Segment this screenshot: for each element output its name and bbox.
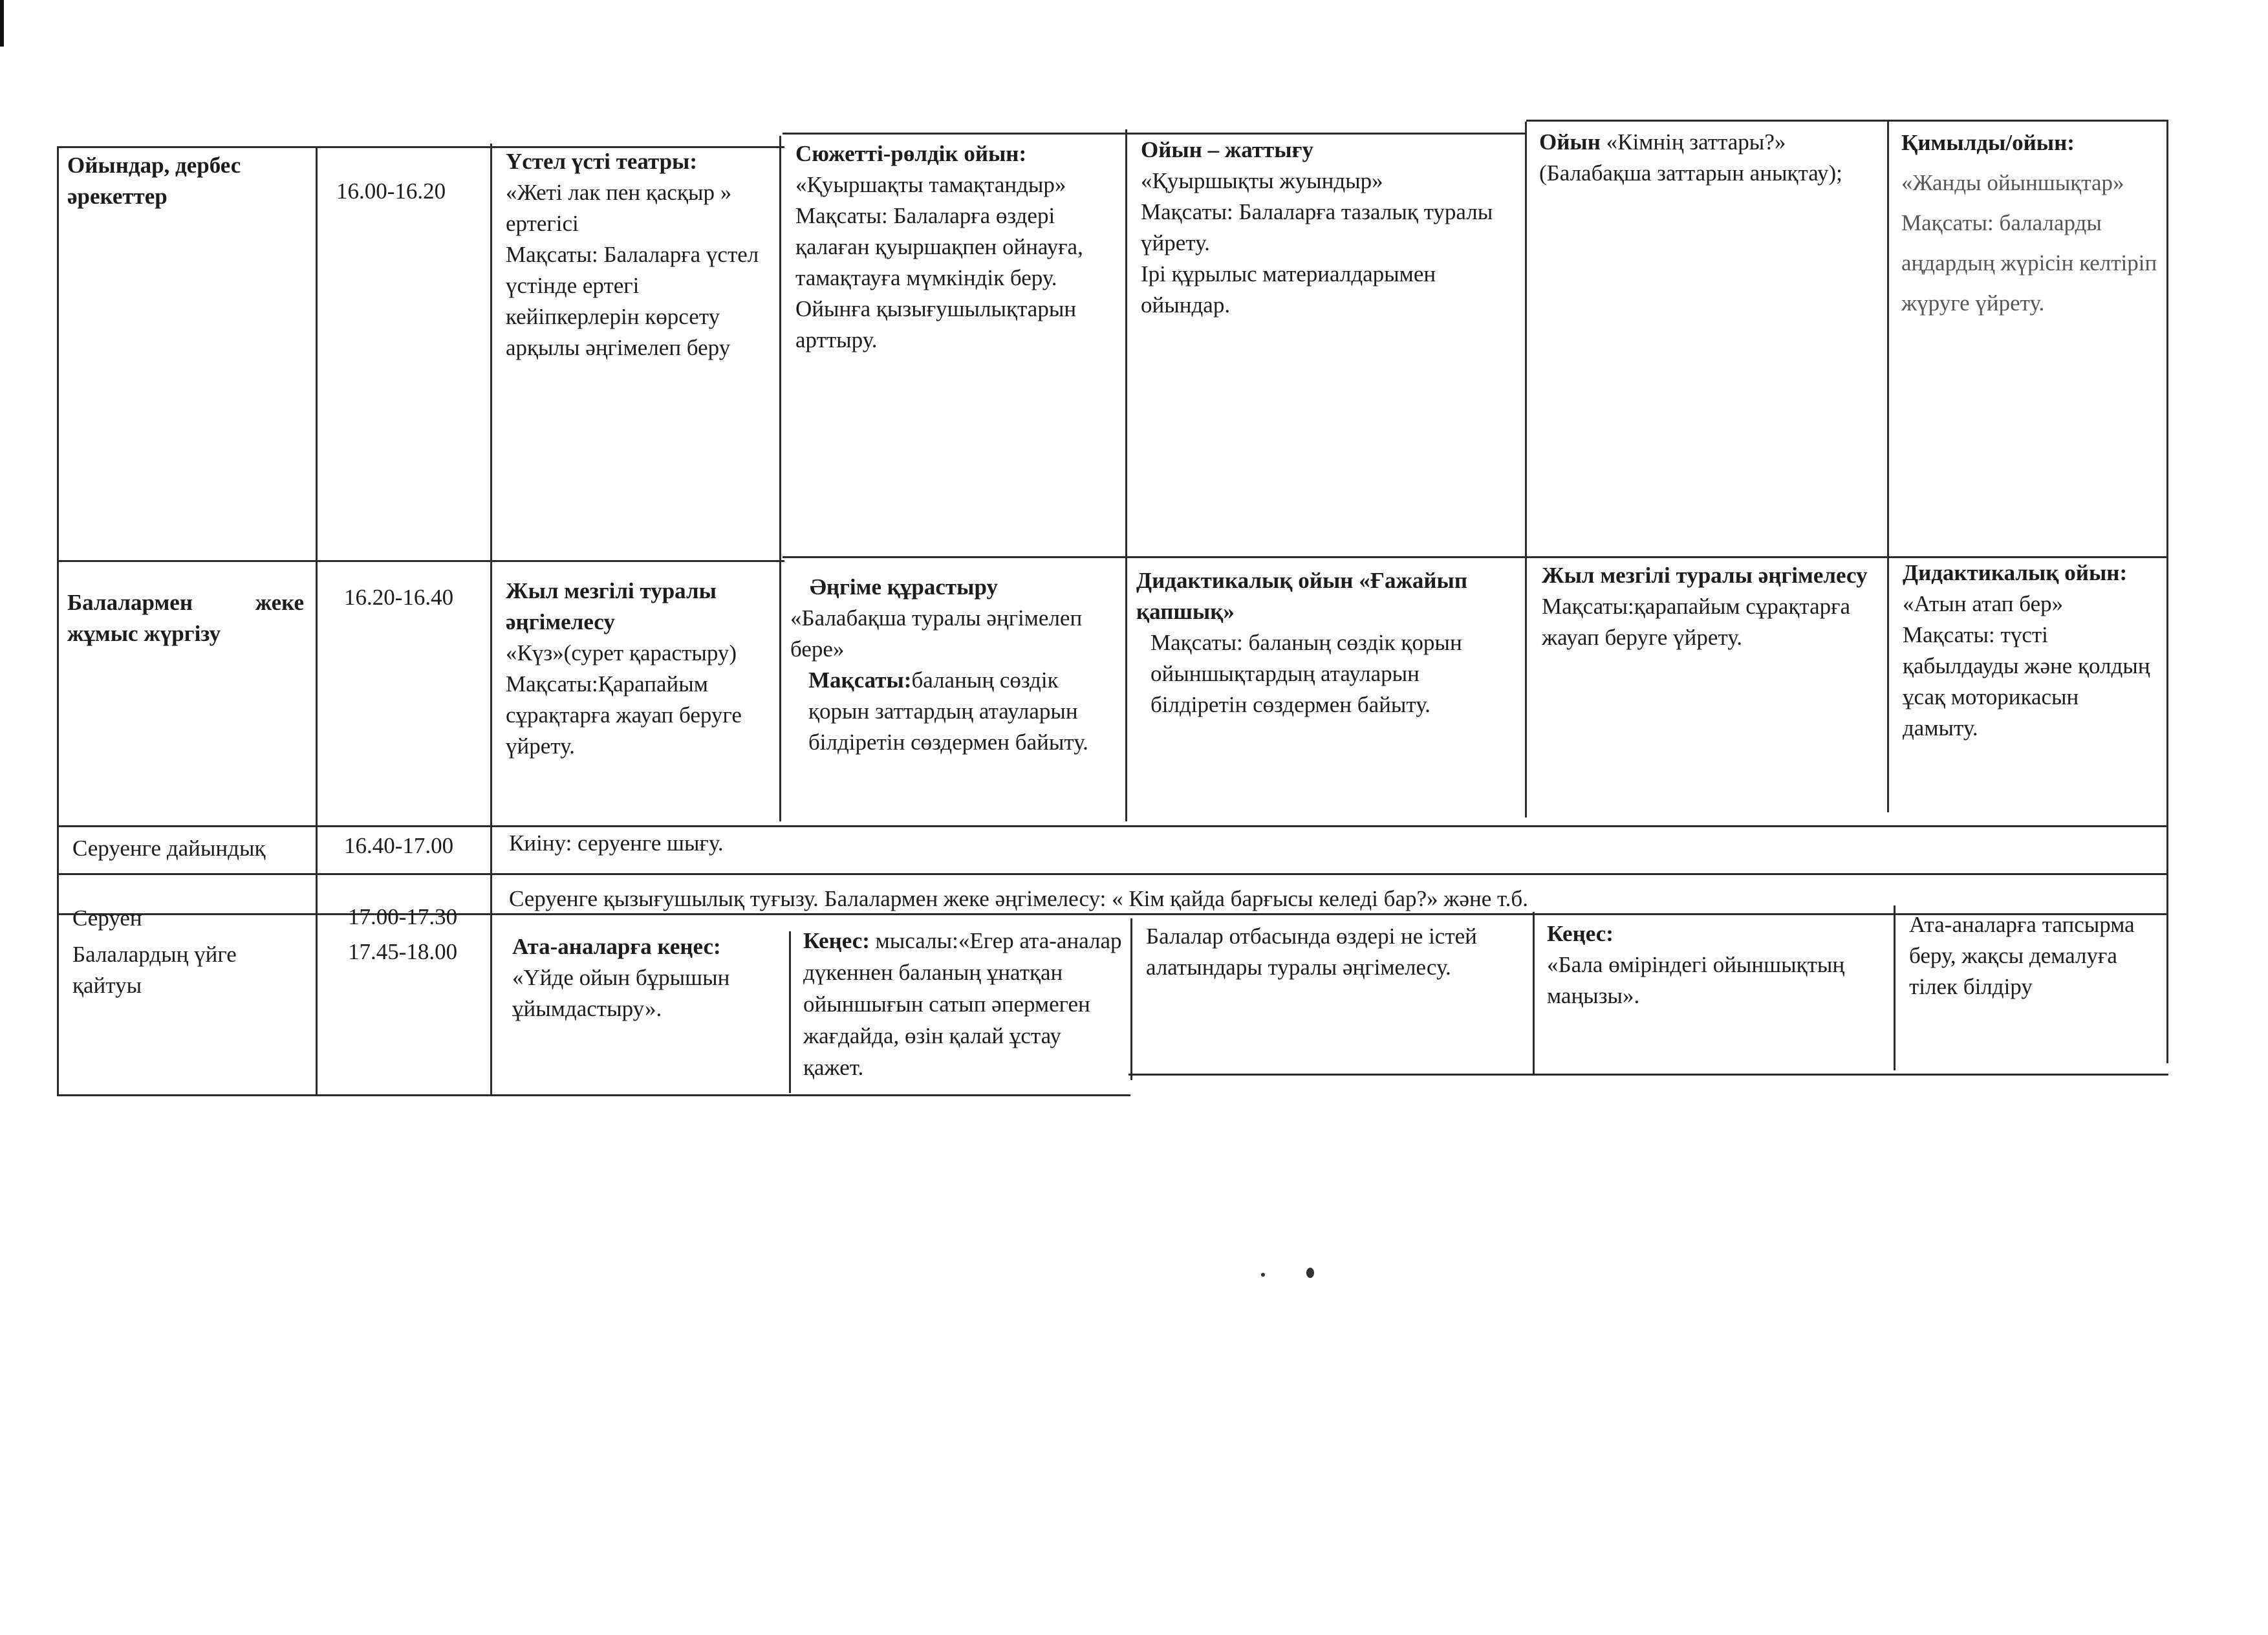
activity-cell: Ойын – жаттығу «Қуыршықты жуындыр» Мақсаты: Балаларға тазалық туралы үйрету. Ірі құрылыс материалдарымен ойындар. bbox=[1141, 137, 1493, 318]
activity-cell: Ата-аналарға тапсырма беру, жақсы демалуға тілек білдіру bbox=[1909, 912, 2135, 999]
table-right-border bbox=[2166, 120, 2168, 1063]
activity-cell: Ойын «Кімнің заттары?» (Балабақша заттарын анықтау); bbox=[1539, 129, 1842, 186]
col-line-c5b bbox=[1894, 905, 1895, 1070]
row-label: Серуен bbox=[72, 905, 142, 931]
activity-cell: Дидактикалық ойын: «Атын атап бер» Мақсаты: түсті қабылдауды және қолдың ұсақ моторикасын дамыту. bbox=[1903, 560, 2150, 741]
activity-cell: Қимылды/ойын: «Жанды ойыншықтар» Мақсаты: балаларды аңдардың жүрісін келтіріп жүруге үйрету. bbox=[1901, 130, 2157, 316]
row-line-2 bbox=[57, 825, 2168, 827]
row-time: 17.45-18.00 bbox=[348, 939, 458, 964]
activity-cell: Кеңес: мысалы:«Егер ата-аналар дүкеннен баланың ұнатқан ойыншығын сатып әпермеген жағдайда, өзін қалай ұстау қажет. bbox=[803, 928, 1122, 1080]
row-time: 16.00-16.20 bbox=[336, 179, 446, 204]
merged-activity-cell: Серуенге қызығушылық туғызу. Балалармен жеке әңгімелесу: « Кім қайда барғысы келеді бар?» және т.б. bbox=[509, 886, 1528, 911]
activity-cell: Жыл мезгілі туралы әңгімелесу «Күз»(сурет қарастыру) Мақсаты:Қарапайым сұрақтарға жауап беруге үйрету. bbox=[506, 578, 742, 759]
row-line-3 bbox=[57, 873, 2168, 875]
col-line-c5 bbox=[1887, 120, 1889, 812]
col-line-time bbox=[316, 146, 318, 1094]
activity-cell: Балалар отбасында өздері не істей алатындары туралы әңгімелесу. bbox=[1146, 924, 1477, 980]
row-label: Балалардың үйге қайтуы bbox=[72, 942, 237, 998]
table-left-border bbox=[57, 146, 59, 1096]
row-label: Ойындар, дербес әрекеттер bbox=[67, 153, 241, 209]
scan-speck bbox=[1261, 1273, 1265, 1277]
table-bottom-border bbox=[57, 1094, 1130, 1096]
table-bottom-border bbox=[1129, 1074, 2168, 1076]
activity-cell: Дидактикалық ойын «Ғажайып қапшық» Мақсаты: баланың сөздік қорын ойыншықтардың атауларын білдіретін сөздермен байыту. bbox=[1136, 568, 1468, 717]
col-line-c3 bbox=[1125, 129, 1127, 821]
col-line-c2 bbox=[779, 136, 781, 821]
row-label: Серуенге дайындық bbox=[72, 836, 266, 861]
activity-cell: Кеңес: «Бала өміріндегі ойыншықтың маңызы». bbox=[1547, 921, 1845, 1008]
row-line-1 bbox=[57, 560, 784, 562]
row-time: 17.00-17.30 bbox=[348, 904, 458, 929]
merged-activity-cell: Киіну: серуенге шығу. bbox=[509, 830, 724, 856]
activity-cell: Үстел үсті театры: «Жеті лак пен қасқыр » ертегісі Мақсаты: Балаларға үстел үстінде ертегі кейіпкерлерін көрсету арқылы әңгімелеп беру bbox=[506, 149, 759, 360]
activity-cell: Әңгіме құрастыру «Балабақша туралы әңгімелеп бере» Мақсаты:баланың сөздік қорын заттардың атауларын білдіретін сөздермен байыту. bbox=[790, 574, 1088, 755]
col-line-c4 bbox=[1525, 122, 1527, 817]
col-line-c2b bbox=[789, 931, 791, 1093]
table-top-border bbox=[1526, 120, 2166, 122]
col-line-c4b bbox=[1533, 912, 1535, 1074]
scan-speck bbox=[1306, 1268, 1314, 1278]
activity-cell: Жыл мезгілі туралы әңгімелесу Мақсаты:қарапайым сұрақтарға жауап беруге үйрету. bbox=[1542, 563, 1868, 650]
row-label: Балалармен жеке жұмыс жүргізу bbox=[67, 590, 304, 646]
activity-cell: Сюжетті-рөлдік ойын: «Қуыршақты тамақтандыр» Мақсаты: Балаларға өздері қалаған қуыршақпен ойнауға, тамақтауға мүмкіндік беру. Ойынға қызығушылықтарын арттыру. bbox=[795, 141, 1083, 352]
row-time: 16.20-16.40 bbox=[344, 585, 454, 610]
row-time: 16.40-17.00 bbox=[344, 833, 454, 858]
activity-cell: Ата-аналарға кеңес: «Үйде ойын бұрышын ұйымдастыру». bbox=[512, 934, 730, 1021]
